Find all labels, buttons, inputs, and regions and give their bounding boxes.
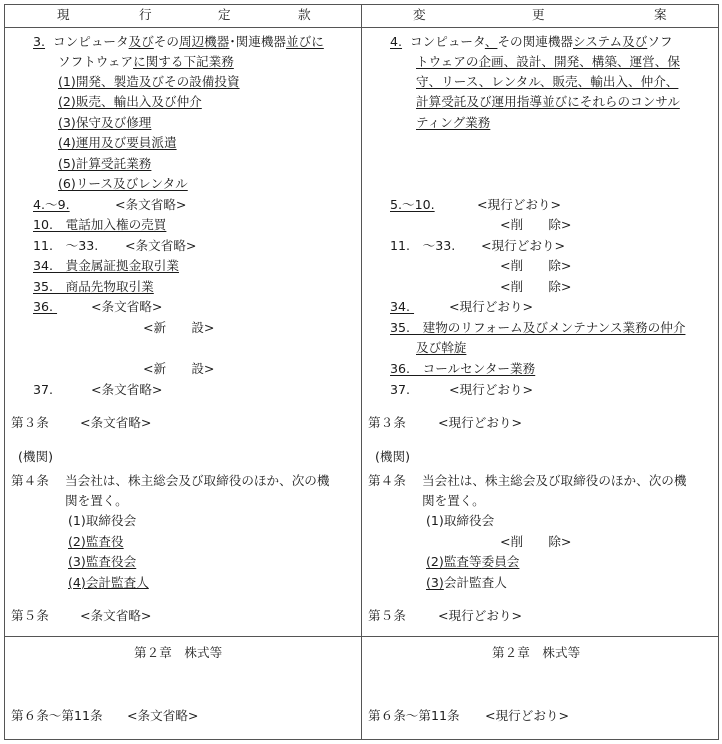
right-item4-line: 計算受託及び運用指導並びにそれらのコンサル bbox=[416, 94, 680, 109]
right-organ: (2)監査等委員会 bbox=[426, 554, 520, 569]
header-char: 更 bbox=[532, 7, 545, 22]
left-item36-text: <条文省略> bbox=[91, 299, 163, 314]
right-item4-line: ティング業務 bbox=[416, 115, 491, 130]
right-organ-heading: (機関) bbox=[375, 449, 411, 464]
right-item37-num: 37. bbox=[390, 382, 411, 397]
left-sub-item: (3)保守及び修理 bbox=[58, 115, 152, 130]
left-item36-num: 36. bbox=[33, 299, 54, 314]
left-chapter-heading: 第２章 株式等 bbox=[134, 645, 223, 660]
right-art5-label: 第５条 bbox=[368, 608, 406, 623]
left-item4-num: 4.～9. bbox=[33, 197, 70, 212]
left-item4-text: <条文省略> bbox=[115, 197, 187, 212]
right-chapter-heading: 第２章 株式等 bbox=[492, 645, 581, 660]
right-item4-line: 守、リース、レンタル、販売、輸出入、仲介、 bbox=[416, 74, 679, 89]
header-char: 変 bbox=[413, 7, 426, 22]
left-art4-text1: 当会社は、株主総会及び取締役のほか、次の機 bbox=[65, 473, 330, 488]
left-item37-text: <条文省略> bbox=[91, 382, 163, 397]
left-sub-item: (4)運用及び要員派遣 bbox=[58, 135, 177, 150]
left-item34: 34. 貴金属証拠金取引業 bbox=[33, 258, 179, 273]
left-art5-text: <条文省略> bbox=[80, 608, 152, 623]
right-art4-text2: 関を置く。 bbox=[422, 493, 485, 508]
left-organ: (3)監査役会 bbox=[68, 554, 137, 569]
right-organ: (1)取締役会 bbox=[426, 513, 495, 528]
left-item3-line1: 3. コンピュータ及びその周辺機器･関連機器並びに bbox=[33, 34, 324, 49]
right-item34-num: 34. bbox=[390, 299, 411, 314]
left-new-article: <新 設> bbox=[143, 320, 215, 335]
right-art6-text: <現行どおり> bbox=[485, 708, 570, 723]
left-organ: (1)取締役会 bbox=[68, 513, 137, 528]
left-item35: 35. 商品先物取引業 bbox=[33, 279, 154, 294]
right-item5-text: <現行どおり> bbox=[477, 197, 562, 212]
header-char: 現 bbox=[57, 7, 70, 22]
right-item36: 36. コールセンター業務 bbox=[390, 361, 536, 376]
right-art4-text1: 当会社は、株主総会及び取締役のほか、次の機 bbox=[422, 473, 687, 488]
left-sub-item: (6)リース及びレンタル bbox=[58, 176, 188, 191]
left-art5-label: 第５条 bbox=[11, 608, 49, 623]
right-item35-line1: 35. 建物のリフォーム及びメンテナンス業務の仲介 bbox=[390, 320, 686, 335]
left-art3-label: 第３条 bbox=[11, 415, 49, 430]
header-char: 定 bbox=[218, 7, 231, 22]
right-art3-label: 第３条 bbox=[368, 415, 406, 430]
right-art4-label: 第４条 bbox=[368, 473, 406, 488]
right-art5-text: <現行どおり> bbox=[438, 608, 523, 623]
right-deleted: <削 除> bbox=[500, 279, 572, 294]
left-sub-item: (2)販売、輸出入及び仲介 bbox=[58, 94, 202, 109]
right-item34-text: <現行どおり> bbox=[449, 299, 534, 314]
header-char: 案 bbox=[654, 7, 667, 22]
header-char: 款 bbox=[298, 7, 311, 22]
table-left-border bbox=[4, 4, 5, 740]
right-item4-line: トウェアの企画、設計、開発、構築、運営、保 bbox=[416, 54, 680, 69]
right-organ: (3)会計監査人 bbox=[426, 575, 507, 590]
left-sub-item: (5)計算受託業務 bbox=[58, 156, 152, 171]
left-item3-line2: ソフトウェアに関する下記業務 bbox=[58, 54, 234, 69]
left-item11-text: <条文省略> bbox=[125, 238, 197, 253]
left-item11-num: 11. ～33. bbox=[33, 238, 99, 253]
right-item35-line2: 及び斡旋 bbox=[416, 340, 467, 355]
left-organ: (4)会計監査人 bbox=[68, 575, 149, 590]
right-art6-label: 第６条～第11条 bbox=[368, 708, 460, 723]
right-deleted: <削 除> bbox=[500, 534, 572, 549]
left-item10: 10. 電話加入権の売買 bbox=[33, 217, 167, 232]
right-item4-line1: 4. コンピュータ、その関連機器システム及びソフ bbox=[390, 34, 673, 49]
left-art3-text: <条文省略> bbox=[80, 415, 152, 430]
right-item11-text: <現行どおり> bbox=[481, 238, 566, 253]
left-art6-label: 第６条～第11条 bbox=[11, 708, 103, 723]
header-char: 行 bbox=[139, 7, 152, 22]
right-item37-text: <現行どおり> bbox=[449, 382, 534, 397]
column-divider bbox=[361, 4, 362, 740]
left-new-article: <新 設> bbox=[143, 361, 215, 376]
left-item37-num: 37. bbox=[33, 382, 54, 397]
left-art4-label: 第４条 bbox=[11, 473, 49, 488]
right-deleted: <削 除> bbox=[500, 258, 572, 273]
left-organ: (2)監査役 bbox=[68, 534, 124, 549]
right-item11-num: 11. ～33. bbox=[390, 238, 456, 253]
left-art6-text: <条文省略> bbox=[127, 708, 199, 723]
right-art3-text: <現行どおり> bbox=[438, 415, 523, 430]
left-organ-heading: (機関) bbox=[18, 449, 54, 464]
right-item5-num: 5.～10. bbox=[390, 197, 435, 212]
left-sub-item: (1)開発、製造及びその設備投資 bbox=[58, 74, 240, 89]
left-art4-text2: 関を置く。 bbox=[65, 493, 128, 508]
right-deleted: <削 除> bbox=[500, 217, 572, 232]
table-right-border bbox=[718, 4, 719, 740]
